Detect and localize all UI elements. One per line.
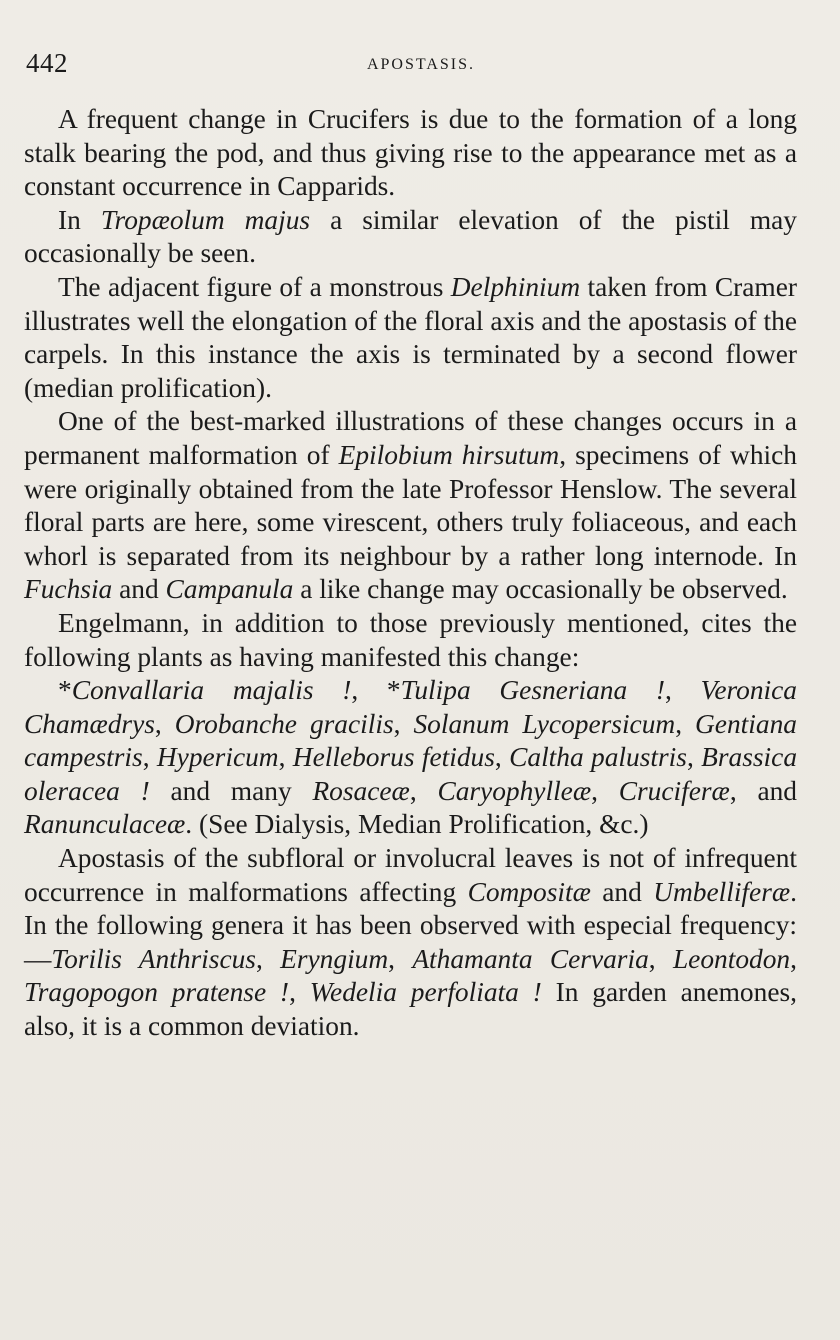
italic-term: Eryngium (280, 943, 389, 974)
text-run: , (142, 742, 157, 773)
italic-term: Caltha palustris (509, 742, 687, 773)
text-run: , (494, 742, 510, 773)
text-run: One of the best-marked illustrations of these changes occurs in a permanent malformation of (24, 406, 797, 470)
paragraph (24, 607, 797, 674)
italic-term: Orobanche gracilis (174, 708, 394, 739)
paragraph (24, 405, 797, 607)
text-run: , * (351, 675, 401, 706)
italic-term: Caryophylleæ (437, 775, 592, 806)
text-run: a similar elevation of the pistil may occasionally be seen. (24, 204, 797, 269)
text-run: , (686, 742, 702, 773)
italic-term: Campanula (165, 574, 294, 605)
italic-term: Tragopogon pratense ! (24, 977, 290, 1008)
text-run: , (388, 943, 413, 974)
italic-term: Brassica oleracea ! (24, 742, 798, 806)
text-run: and (590, 876, 654, 907)
italic-term: Rosaceæ (312, 775, 410, 806)
text-run: , (278, 742, 293, 773)
page-number: 442 (26, 48, 68, 78)
italic-term: Compositæ (467, 876, 591, 907)
italic-term: Hypericum (156, 742, 279, 773)
paragraph (24, 674, 797, 842)
body-text (24, 103, 797, 1044)
text-run: . In the following genera it has been observed with especial frequency:— (24, 876, 797, 974)
italic-term: Wedelia perfoliata ! (309, 977, 542, 1008)
text-run: * (58, 675, 72, 706)
italic-term: Torilis Anthriscus (51, 943, 256, 974)
text-run: , (675, 708, 696, 739)
italic-term: Umbelliferæ (653, 876, 791, 907)
italic-term: Veronica Chamædrys (24, 675, 797, 739)
italic-term: Leontodon (672, 943, 791, 974)
text-run: , (289, 977, 310, 1008)
italic-term: Helleborus fetidus (292, 742, 495, 773)
page-header (26, 48, 816, 82)
text-run: , (393, 708, 414, 739)
text-run: , (409, 775, 438, 806)
paragraph (24, 103, 797, 204)
text-run: , (665, 675, 701, 706)
italic-term: Fuchsia (24, 574, 113, 605)
text-run: The adjacent figure of a monstrous (58, 271, 451, 302)
italic-term: Cruciferæ (618, 775, 730, 806)
text-run: , (648, 943, 673, 974)
text-run: taken from Cramer illustrates well the elongation of the floral axis and the apostasis of the carpels. In this instance the axis is terminated by a second flower (median prolification). (24, 271, 798, 403)
text-run: , (154, 708, 175, 739)
text-run: and many (149, 775, 313, 806)
text-run: , and (729, 775, 797, 806)
italic-term: Athamanta Cervaria (412, 943, 649, 974)
text-run: , (255, 943, 281, 974)
text-run: , specimens of which were originally obtained from the late Professor Henslow. The several floral parts are here, some virescent, others truly foliaceous, and each whorl is separated from its neighbour by a rather long internode. In (24, 439, 797, 571)
paragraph (24, 271, 797, 405)
italic-term: Tropæolum majus (100, 204, 311, 235)
text-run: , (790, 943, 797, 974)
italic-term: Solanum Lycopersicum (413, 708, 676, 739)
text-run: A frequent change in Crucifers is due to the formation of a long stalk bearing the pod, and thus giving rise to the appearance met as a constant occurrence in Capparids. (24, 104, 797, 202)
running-head: APOSTASIS. (366, 56, 476, 73)
text-run: . (See Dialysis, Median Prolification, &c.) (185, 809, 649, 840)
italic-term: Tulipa Gesneriana ! (400, 675, 666, 706)
italic-term: Epilobium hirsutum (338, 439, 560, 470)
paragraph (24, 204, 797, 271)
italic-term: Delphinium (450, 271, 581, 302)
text-run: and (112, 574, 166, 605)
text-run: In (58, 204, 101, 235)
italic-term: Convallaria majalis ! (71, 675, 352, 706)
text-run: Apostasis of the subfloral or involucral leaves is not of infrequent occurrence in malformations affecting (24, 843, 797, 907)
italic-term: Gentiana campestris (24, 708, 797, 773)
italic-term: Ranunculaceæ (24, 809, 186, 840)
text-run: , (591, 775, 619, 806)
paragraph (24, 842, 797, 1044)
text-run: a like change may occasionally be observed. (293, 574, 788, 605)
text-run: In garden anemones, also, it is a common deviation. (24, 977, 797, 1042)
text-run: Engelmann, in addition to those previously mentioned, cites the following plants as having manifested this change: (24, 607, 797, 672)
